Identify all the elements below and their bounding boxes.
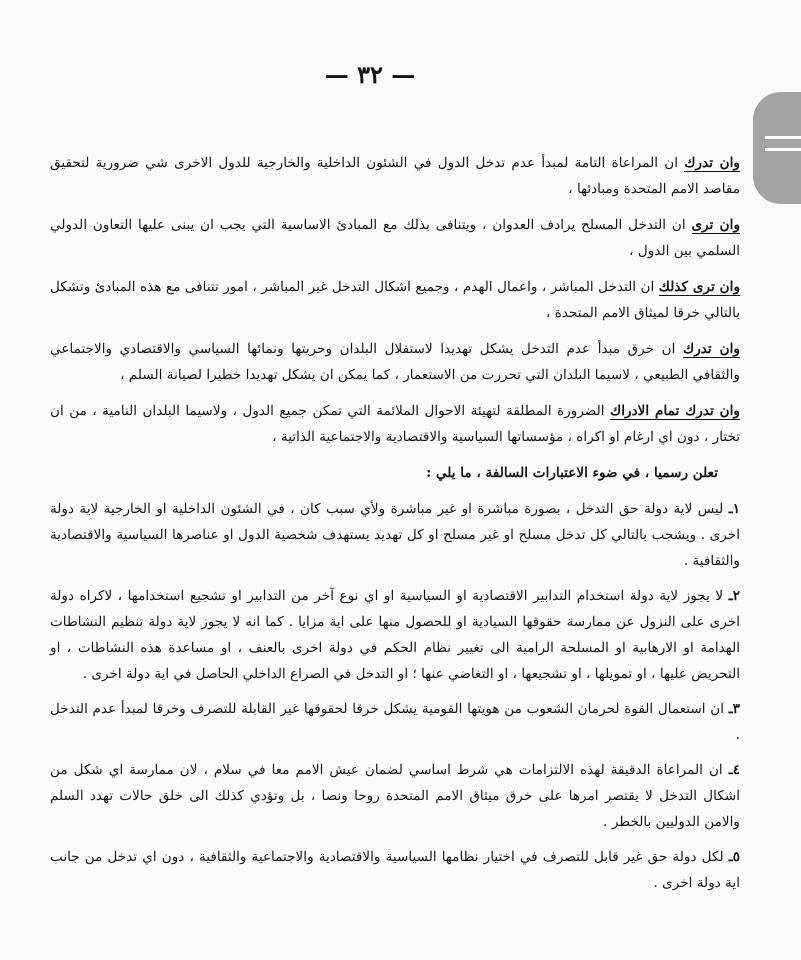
preamble-paragraph	[50, 274, 740, 326]
document-body	[50, 150, 740, 905]
item-number: ١ـ	[728, 501, 740, 517]
paragraph-lead: وان تدرك	[684, 155, 740, 171]
item-text: ليس لاية دولة حق التدخل ، بصورة مباشرة او غير مباشرة ولأي سبب كان ، في الشئون الداخلية او الخارجية لاية دولة اخرى . ويشجب بالتالي كل تدخل مسلح او غير مسلح او كل تهديد يستهدف شخصية الدول او عناصرها السياسية والاقتصادية والثقافية .	[50, 501, 740, 569]
side-tab-handle[interactable]	[753, 92, 801, 204]
paragraph-text: ان التدخل المسلح يرادف العدوان ، ويتنافى بذلك مع المبادئ الاساسية التي يجب ان يبنى عليها التعاون الدولي السلمي بين الدول ،	[50, 217, 740, 259]
paragraph-lead: وان تدرك تمام الادراك	[610, 403, 740, 419]
declaration-item	[50, 757, 740, 835]
paragraph-text: ان التدخل المباشر ، واعمال الهدم ، وجميع اشكال التدخل غير المباشر ، امور تتنافى مع هذه المبادئ وتشكل بالتالي خرقا لميثاق الامم المتحدة ،	[50, 279, 740, 321]
declaration-item	[50, 844, 740, 896]
item-number: ٢ـ	[728, 588, 740, 604]
paragraph-lead: وان ترى كذلك	[658, 279, 741, 295]
menu-line-icon	[765, 136, 801, 139]
preamble-paragraph	[50, 150, 740, 202]
paragraph-lead: وان ترى	[691, 217, 741, 233]
item-text: لكل دولة حق غير قابل للتصرف في اختيار نظامها السياسية والاقتصادية والاجتماعية والثقافية ، دون اي تدخل من جانب اية دولة اخرى .	[50, 849, 740, 891]
declaration-item	[50, 583, 740, 687]
menu-line-icon	[765, 148, 801, 151]
preamble-paragraph	[50, 212, 740, 264]
preamble-paragraph	[50, 398, 740, 450]
declaration-heading: تعلن رسميا ، في ضوء الاعتبارات السالفة ، ما يلي :	[426, 465, 718, 481]
declaration-item	[50, 696, 740, 748]
item-number: ٥ـ	[728, 849, 740, 865]
item-number: ٣ـ	[728, 701, 740, 717]
preamble-paragraph	[50, 336, 740, 388]
declaration-item	[50, 496, 740, 574]
paragraph-text: ان المراعاة التامة لمبدأ عدم تدخل الدول في الشئون الداخلية والخارجية للدول الاخرى شي ضرورية لتحقيق مقاصد الامم المتحدة ومبادئها ،	[50, 155, 740, 197]
paragraph-text: الضرورة المطلقة لتهيئة الاحوال الملائمة التي تمكن جميع الدول ، ولاسيما البلدان النامية ، من ان تختار ، دون اي ارغام او اكراه ، مؤسساتها السياسية والاقتصادية والاجتماعية الذاتية ،	[50, 403, 740, 445]
item-text: ان استعمال القوة لحرمان الشعوب من هويتها القومية يشكل خرقا لحقوقها غير القابلة للتصرف وخرقا لمبدأ عدم التدخل .	[50, 701, 740, 743]
paragraph-text: ان خرق مبدأ عدم التدخل يشكل تهديدا لاستقلال البلدان وحريتها ونمائها السياسي والاقتصادي والاجتماعي والثقافي الطبيعي ، لاسيما البلدان التي تحررت من الاستعمار ، كما يمكن ان يشكل تهديدا خطيرا لصيانة السلم ،	[50, 341, 740, 383]
paragraph-lead: وان تدرك	[682, 341, 740, 357]
item-text: ان المراعاة الدقيقة لهذه الالتزامات هي شرط اساسي لضمان عيش الامم معا في سلام ، لان ممارسة اي شكل من اشكال التدخل لا يقتصر امرها على خرق ميثاق الامم المتحدة روحا ونصا ، بل وتؤدي كذلك الى خلق حالات تهدد السلم والامن الدوليين بالخطر .	[50, 762, 740, 830]
item-text: لا يجوز لاية دولة استخدام التدابير الاقتصادية او السياسية او اي نوع آخر من التدابير او تشجيع استخدامها ، لاكراه دولة اخرى على النزول عن ممارسة حقوقها السيادية او للحصول منها على اية مزايا . كما انه لا يجوز لاية دولة تنظيم النشاطات الهدامة او الارهابية او المسلحة الرامية الى تغيير نظام الحكم في دولة اخرى بالعنف ، او مساعدة هذه النشاطات ، او التحريض عليها ، او تمويلها ، او تشجيعها ، او التغاضي عنها ؛ او التدخل في الصراع الداخلي الحاصل في اية دولة اخرى .	[50, 588, 740, 682]
page-number: — ٣٢ —	[324, 60, 416, 89]
item-number: ٤ـ	[728, 762, 740, 778]
